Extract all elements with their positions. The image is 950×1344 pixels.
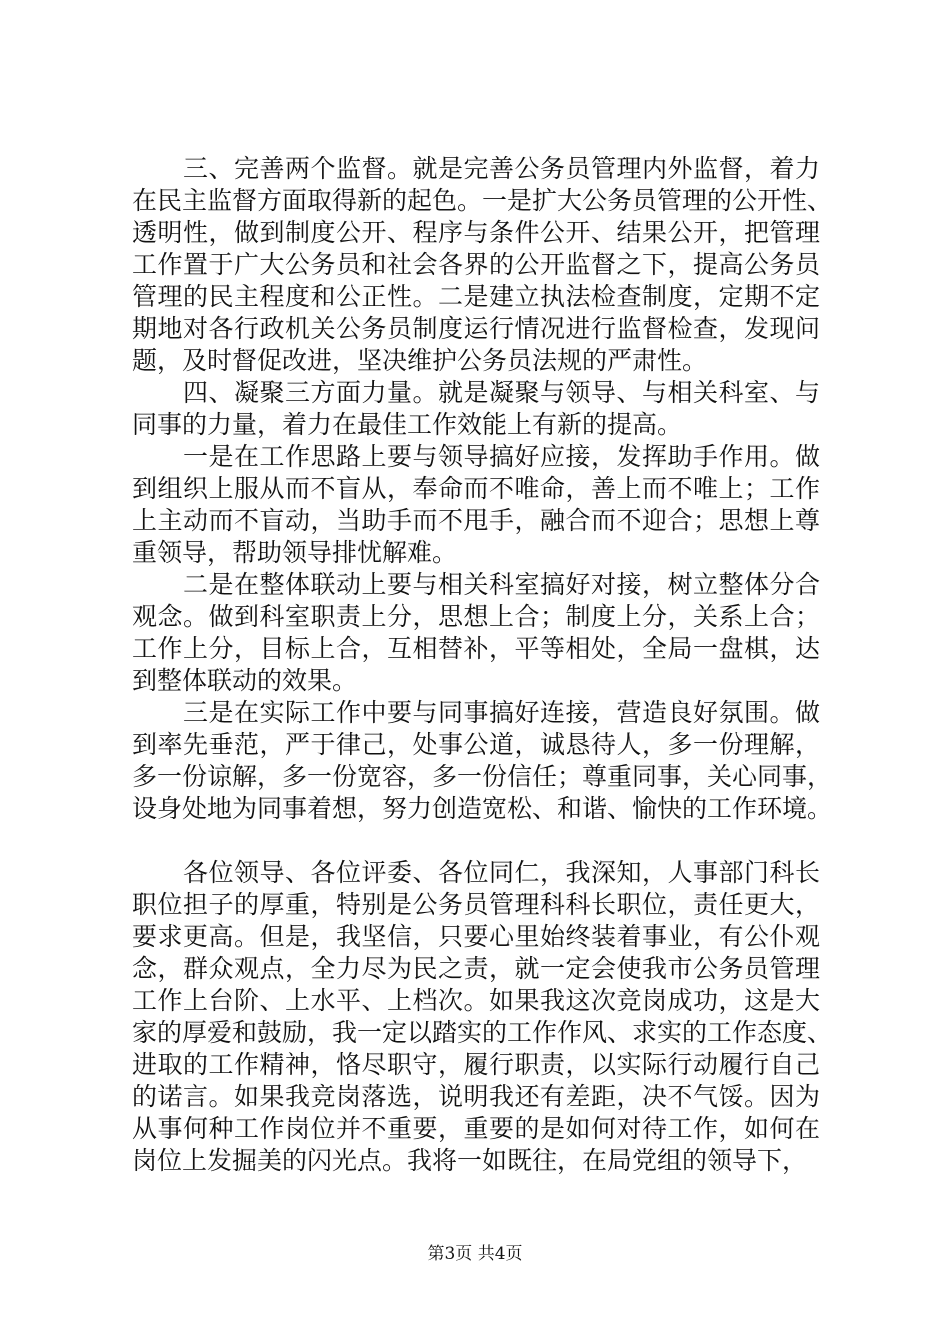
paragraph-gap — [132, 825, 820, 857]
text-line: 期地对各行政机关公务员制度运行情况进行监督检查，发现问 — [132, 314, 820, 343]
paragraph — [132, 441, 820, 569]
text-line: 从事何种工作岗位并不重要，重要的是如何对待工作，如何在 — [132, 1114, 820, 1143]
text-line: 工作置于广大公务员和社会各界的公开监督之下，提高公务员 — [132, 250, 820, 279]
text-line: 管理的民主程度和公正性。二是建立执法检查制度，定期不定 — [132, 282, 820, 311]
text-line: 的诺言。如果我竞岗落选，说明我还有差距，决不气馁。因为 — [132, 1082, 820, 1111]
text-line: 透明性，做到制度公开、程序与条件公开、结果公开，把管理 — [132, 218, 820, 247]
text-line: 到整体联动的效果。 — [132, 666, 358, 695]
text-line: 各位领导、各位评委、各位同仁，我深知，人事部门科长 — [132, 858, 820, 887]
text-line: 重领导，帮助领导排忧解难。 — [132, 538, 458, 567]
text-line: 到率先垂范，严于律己，处事公道，诚恳待人，多一份理解， — [132, 730, 820, 759]
paragraph — [132, 857, 833, 1177]
text-line: 三是在实际工作中要与同事搞好连接，营造良好氛围。做 — [132, 698, 820, 727]
text-line: 念，群众观点，全力尽为民之责，就一定会使我市公务员管理 — [132, 954, 820, 983]
paragraph — [132, 153, 833, 377]
text-line: 题，及时督促改进，坚决维护公务员法规的严肃性。 — [132, 346, 708, 375]
document-body — [132, 153, 833, 1177]
text-line: 工作上台阶、上水平、上档次。如果我这次竞岗成功，这是大 — [132, 986, 820, 1015]
text-line: 要求更高。但是，我坚信，只要心里始终装着事业，有公仆观 — [132, 922, 820, 951]
text-line: 同事的力量，着力在最佳工作效能上有新的提高。 — [132, 410, 683, 439]
page-footer: 第3页 共4页 — [427, 1244, 523, 1264]
text-line: 二是在整体联动上要与相关科室搞好对接，树立整体分合 — [132, 570, 820, 599]
text-line: 工作上分，目标上合，互相替补，平等相处，全局一盘棋，达 — [132, 634, 820, 663]
text-line: 家的厚爱和鼓励，我一定以踏实的工作作风、求实的工作态度、 — [132, 1018, 833, 1047]
paragraph — [132, 569, 820, 697]
text-line: 上主动而不盲动，当助手而不甩手，融合而不迎合；思想上尊 — [132, 506, 820, 535]
text-line: 在民主监督方面取得新的起色。一是扩大公务员管理的公开性、 — [132, 186, 833, 215]
text-line: 进取的工作精神，恪尽职守，履行职责，以实际行动履行自己 — [132, 1050, 820, 1079]
text-line: 到组织上服从而不盲从，奉命而不唯命，善上而不唯上；工作 — [132, 474, 820, 503]
text-line: 多一份谅解，多一份宽容，多一份信任；尊重同事，关心同事， — [132, 762, 833, 791]
text-line: 岗位上发掘美的闪光点。我将一如既往，在局党组的领导下， — [132, 1146, 808, 1175]
text-line: 观念。做到科室职责上分，思想上合；制度上分，关系上合； — [132, 602, 820, 631]
text-line: 职位担子的厚重，特别是公务员管理科科长职位，责任更大， — [132, 890, 820, 919]
paragraph — [132, 377, 820, 441]
text-line: 四、凝聚三方面力量。就是凝聚与领导、与相关科室、与 — [132, 378, 820, 407]
text-line: 设身处地为同事着想，努力创造宽松、和谐、愉快的工作环境。 — [132, 794, 833, 823]
text-line: 一是在工作思路上要与领导搞好应接，发挥助手作用。做 — [132, 442, 820, 471]
text-line: 三、完善两个监督。就是完善公务员管理内外监督，着力 — [132, 154, 820, 183]
paragraph — [132, 697, 833, 825]
